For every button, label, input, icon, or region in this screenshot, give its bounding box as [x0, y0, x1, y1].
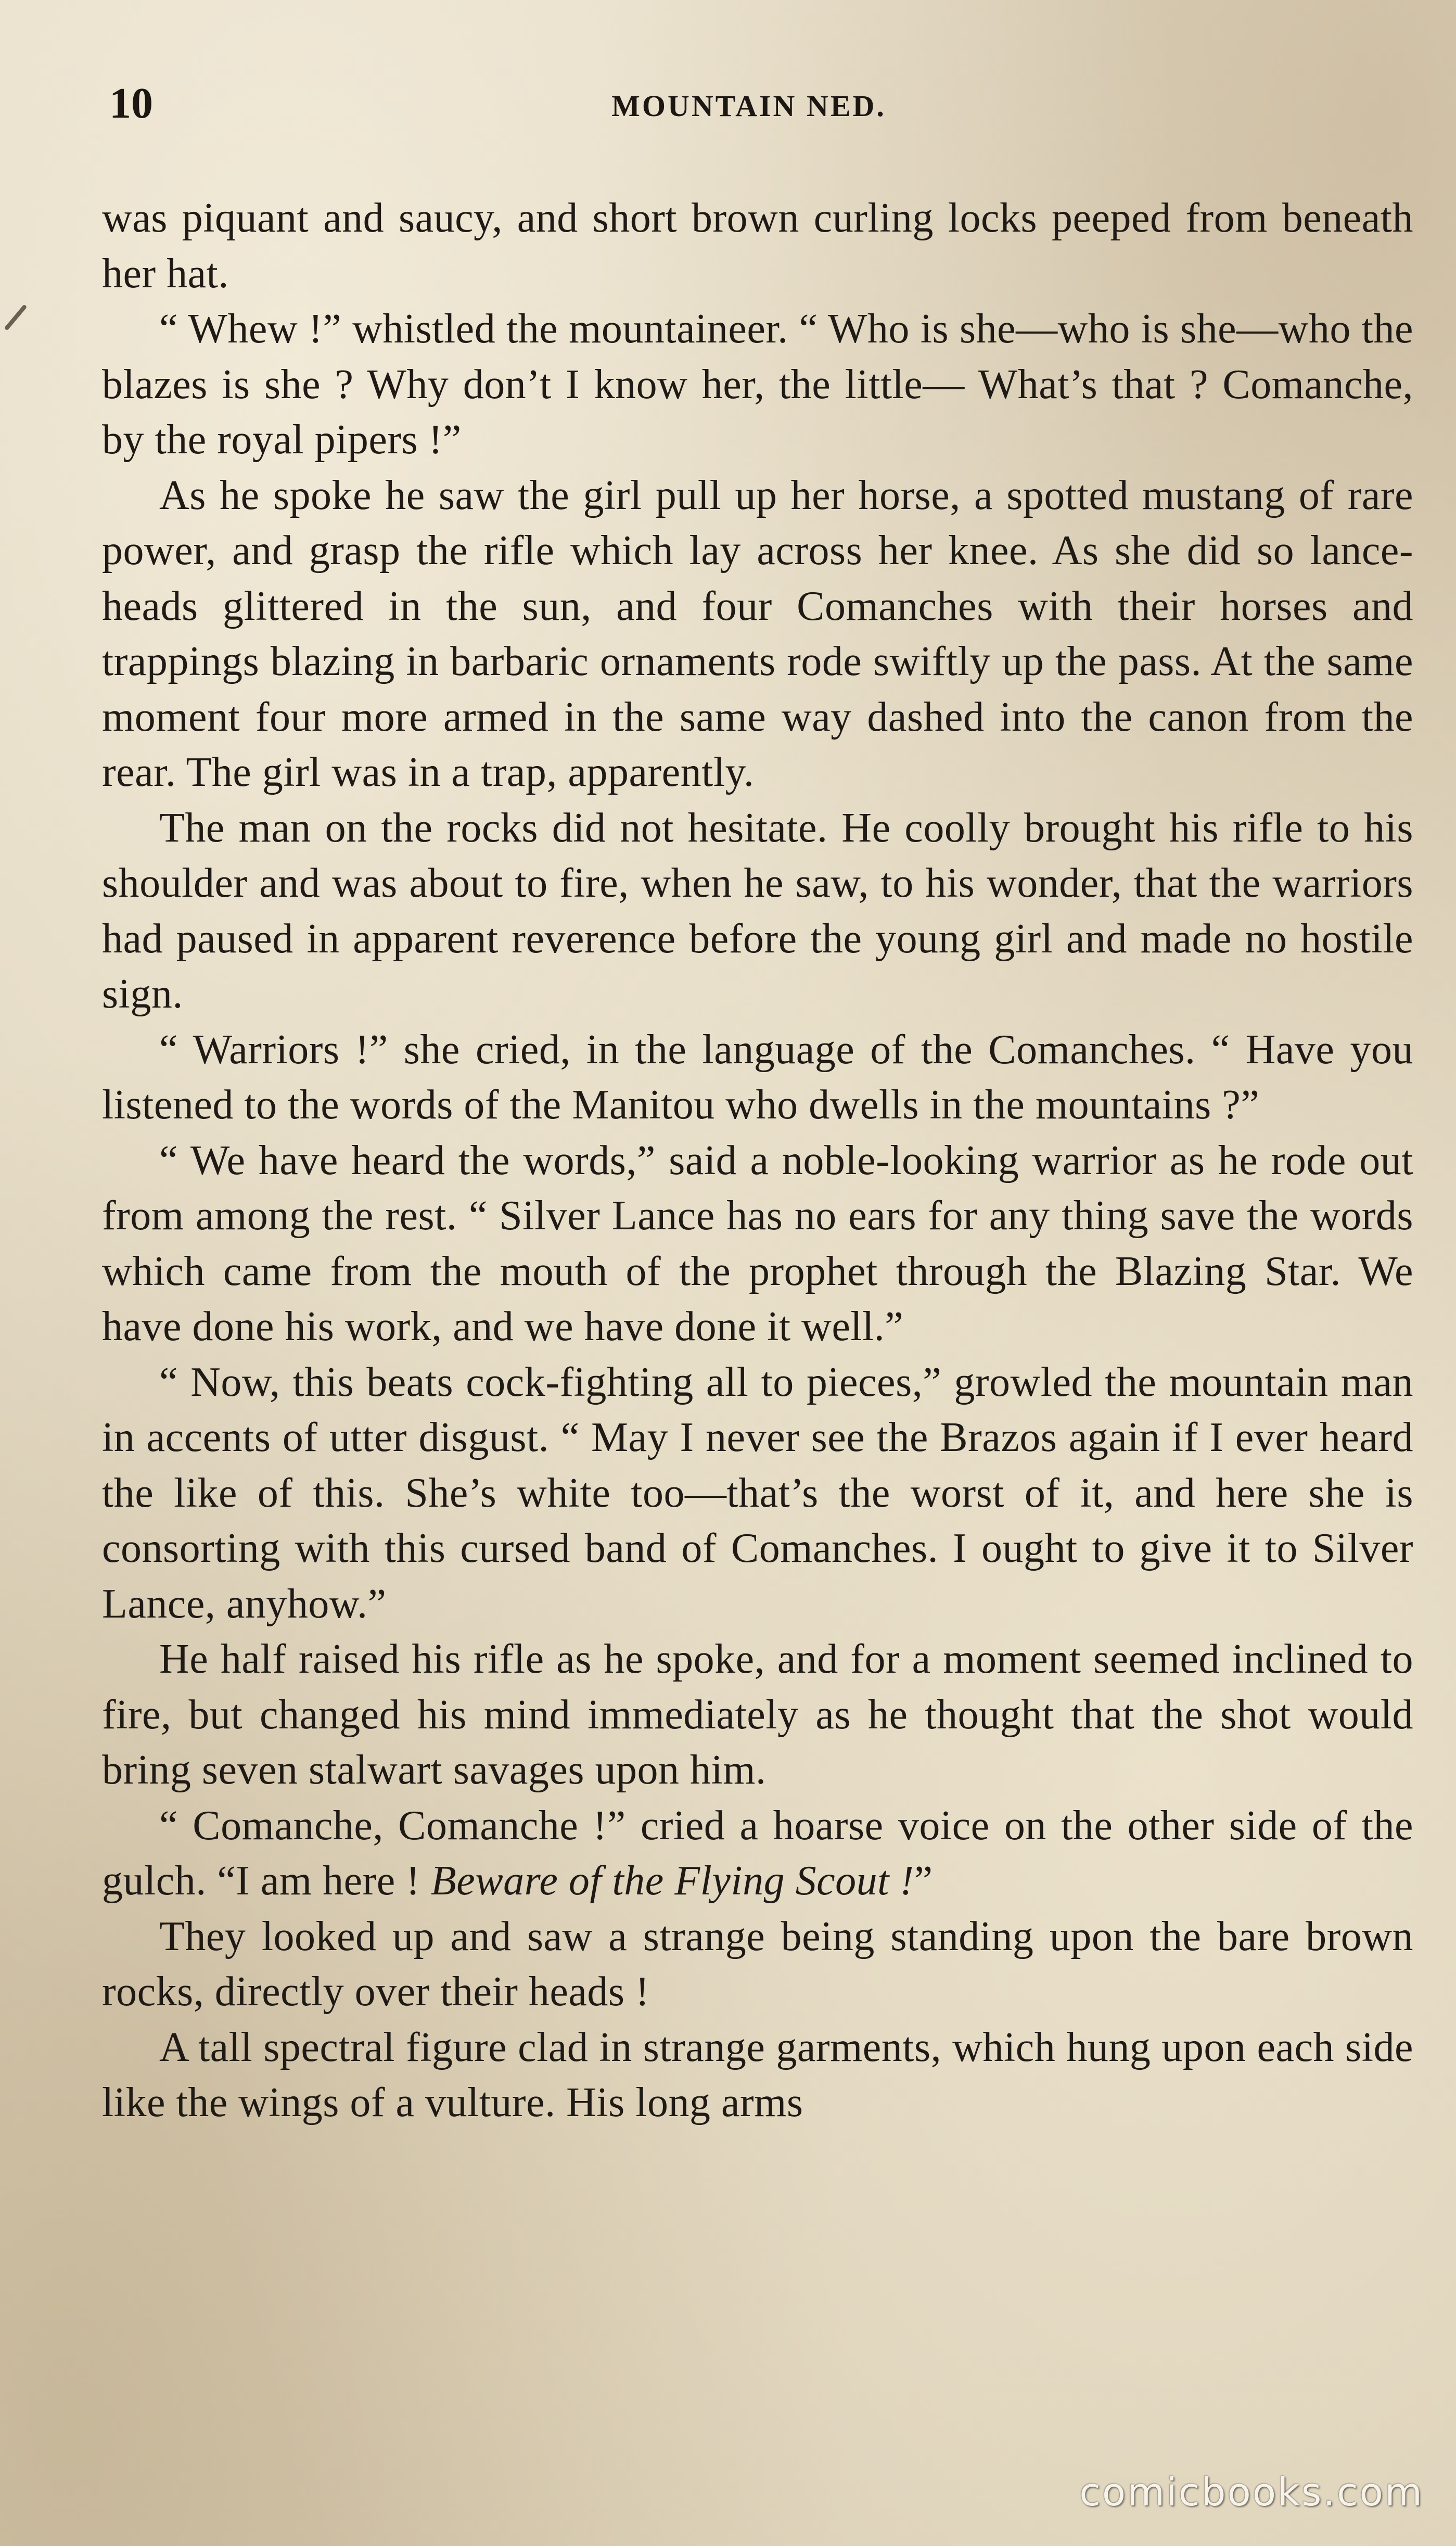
paragraph: [102, 190, 1413, 301]
pencil-mark: [4, 304, 28, 330]
page-number: 10: [109, 79, 153, 128]
text-run: was piquant and saucy, and short brown curling locks peeped from beneath her hat.: [102, 195, 1413, 297]
page-header: [109, 78, 1388, 141]
text-run: ”: [914, 1858, 933, 1904]
paragraph: [102, 301, 1413, 468]
watermark: comicbooks.com: [1079, 2470, 1424, 2515]
text-run: “ Whew !” whistled the mountaineer. “ Who is she—who is she—who the blazes is she ? Why don’t I know her, the little— What’s that ? Comanche, by the royal pipers !”: [102, 306, 1413, 463]
running-title: MOUNTAIN NED.: [611, 89, 886, 123]
text-run: They looked up and saw a strange being standing upon the bare brown rocks, directly over their heads !: [102, 1913, 1413, 2015]
text-run: “ Warriors !” she cried, in the language of the Comanches. “ Have you listened to the words of the Manitou who dwells in the mountains ?”: [102, 1026, 1413, 1128]
text-run: “ Comanche, Comanche !” cried a hoarse voice on the other side of the gulch. “I am here !: [102, 1802, 1413, 1904]
text-run: He half raised his rifle as he spoke, and for a moment seemed inclined to fire, but changed his mind immediately as he thought that the shot would bring seven stalwart savages upon him.: [102, 1636, 1413, 1793]
paragraph: [102, 1798, 1413, 1909]
paragraph: [102, 1133, 1413, 1355]
paragraph: [102, 1355, 1413, 1632]
paragraph: [102, 1632, 1413, 1798]
text-run: “ Now, this beats cock-fighting all to pieces,” growled the mountain man in accents of utter disgust. “ May I never see the Brazos again if I ever heard the like of this. She’s white too—that’s the worst of it, and here she is consorting with this cursed band of Comanches. I ought to give it to Silver Lance, anyhow.”: [102, 1359, 1413, 1627]
paragraph: [102, 2020, 1413, 2131]
italic-text: Beware of the Flying Scout !: [430, 1858, 914, 1904]
paragraph: [102, 468, 1413, 800]
text-run: A tall spectral figure clad in strange garments, which hung upon each side like the wings of a vulture. His long arms: [102, 2024, 1413, 2125]
paragraph: [102, 1022, 1413, 1133]
text-run: “ We have heard the words,” said a noble-looking warrior as he rode out from among the rest. “ Silver Lance has no ears for any thing save the words which came from the mouth of the prophet through the Blazing Star. We have done his work, and we have done it well.”: [102, 1137, 1413, 1350]
text-run: The man on the rocks did not hesitate. He coolly brought his rifle to his shoulder and was about to fire, when he saw, to his wonder, that the warriors had paused in apparent reverence before the young girl and made no hostile sign.: [102, 805, 1413, 1017]
paragraph: [102, 1909, 1413, 2020]
text-run: As he spoke he saw the girl pull up her horse, a spotted mustang of rare power, and grasp the rifle which lay across her knee. As she did so lance-heads glittered in the sun, and four Comanches with their horses and trappings blazing in barbaric ornaments rode swiftly up the pass. At the same moment four more armed in the same way dashed into the canon from the rear. The girl was in a trap, apparently.: [102, 472, 1413, 795]
body-text: [102, 190, 1413, 2131]
paragraph: [102, 800, 1413, 1022]
